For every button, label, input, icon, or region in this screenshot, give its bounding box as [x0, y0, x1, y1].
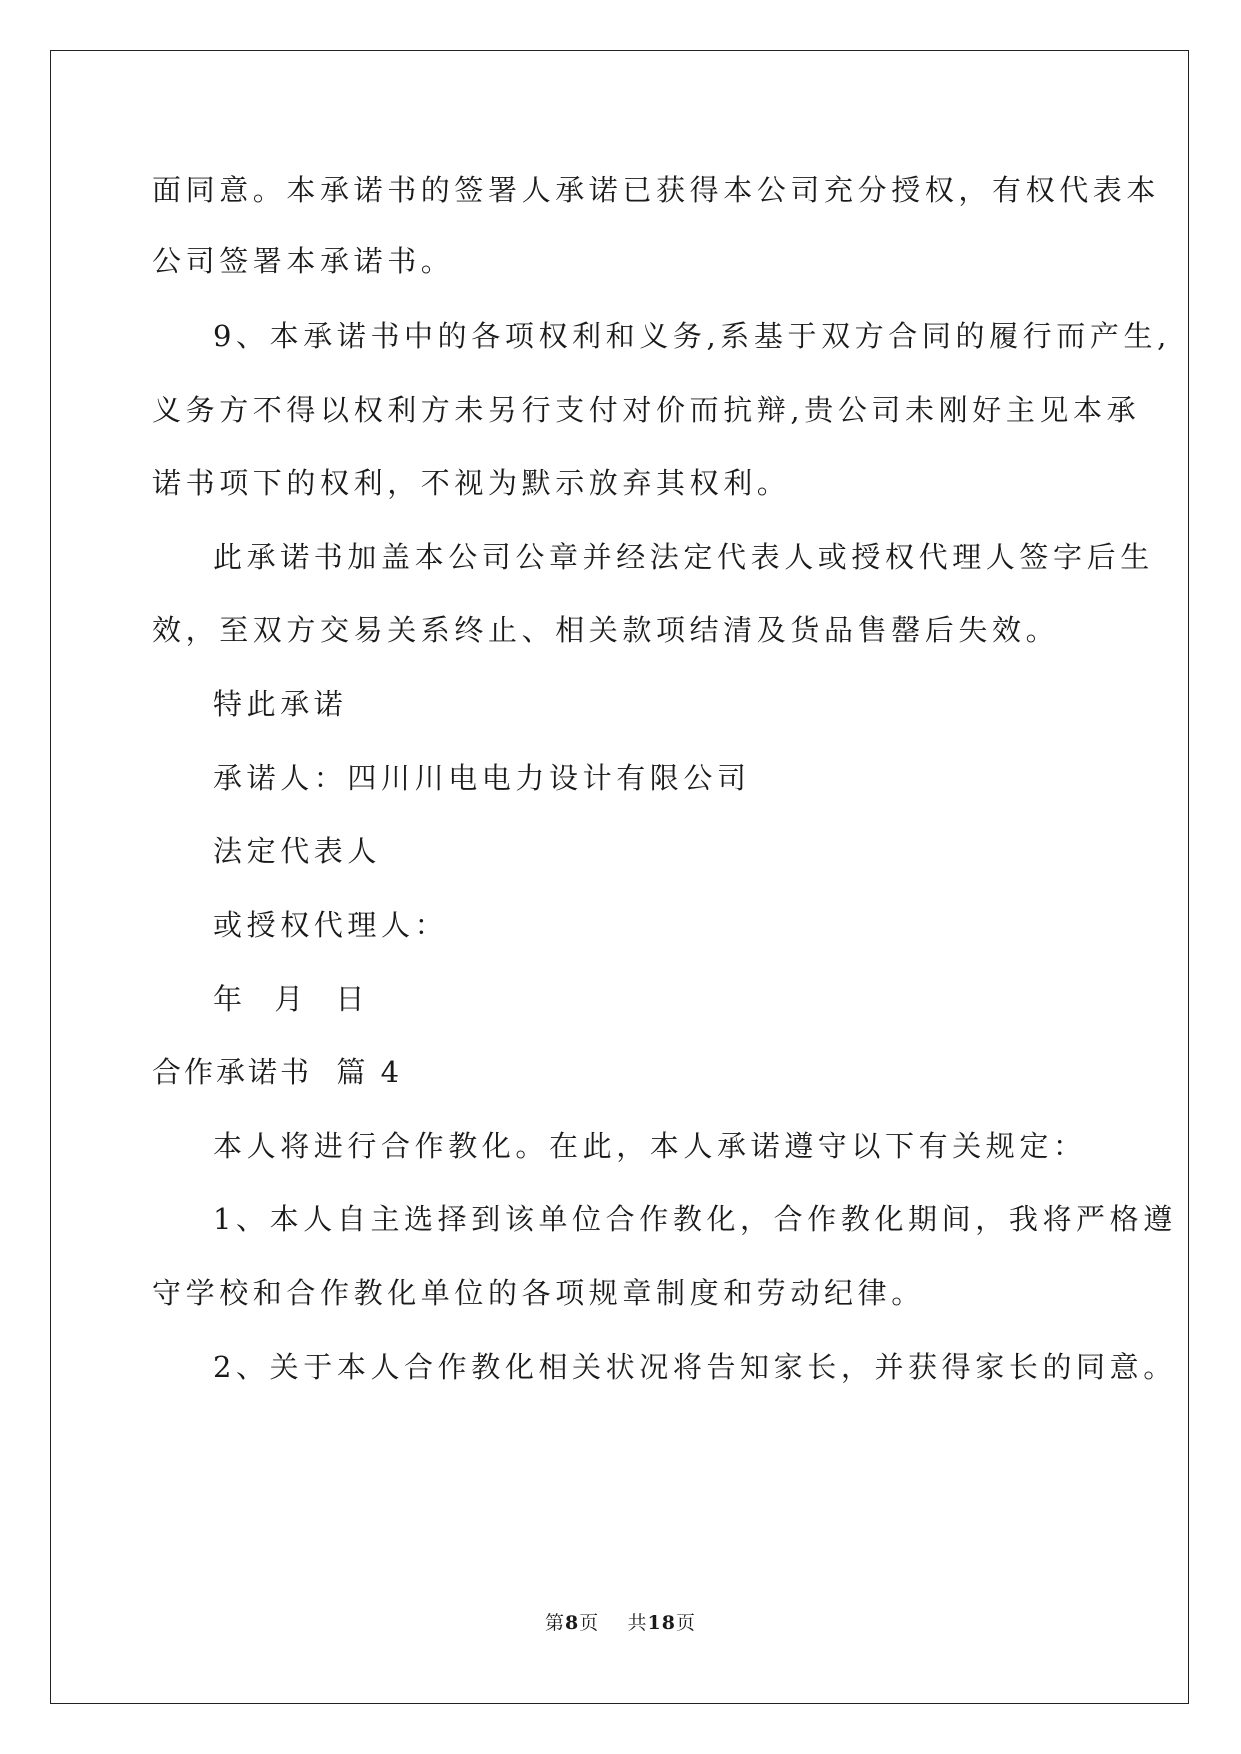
text-line: 法定代表人: [213, 834, 382, 868]
page-border: [50, 50, 1189, 1704]
signatory-line: 承诺人：四川川电电力设计有限公司: [213, 761, 751, 795]
total-label-suffix: 页: [675, 1612, 696, 1634]
text-line: 或授权代理人：: [213, 908, 449, 942]
page-footer: [0, 1608, 1241, 1635]
section-heading: 合作承诺书 篇 4: [152, 1055, 403, 1089]
text-line: 义务方不得以权利方未另行支付对价而抗辩,贵公司未刚好主见本承: [152, 393, 1141, 427]
text-line: 本人将进行合作教化。在此，本人承诺遵守以下有关规定：: [213, 1129, 1087, 1163]
page-label-prefix: 第: [545, 1612, 566, 1634]
date-line: 年 月 日: [213, 982, 370, 1016]
total-label-prefix: 共: [627, 1612, 648, 1634]
text-line: 此承诺书加盖本公司公章并经法定代表人或授权代理人签字后生: [213, 540, 1154, 574]
text-line: 2、关于本人合作教化相关状况将告知家长，并获得家长的同意。: [213, 1350, 1177, 1384]
text-line: 诺书项下的权利，不视为默示放弃其权利。: [152, 466, 791, 500]
page-number: 8: [565, 1612, 580, 1634]
total-pages: 18: [647, 1612, 676, 1634]
text-line: 面同意。本承诺书的签署人承诺已获得本公司充分授权，有权代表本: [152, 173, 1161, 207]
text-line: 9、本承诺书中的各项权利和义务,系基于双方合同的履行而产生,: [213, 319, 1171, 353]
text-line: 1、本人自主选择到该单位合作教化，合作教化期间，我将严格遵: [213, 1202, 1177, 1236]
text-line: 守学校和合作教化单位的各项规章制度和劳动纪律。: [152, 1276, 925, 1310]
text-line: 效，至双方交易关系终止、相关款项结清及货品售罄后失效。: [152, 613, 1060, 647]
page-label-suffix: 页: [579, 1612, 600, 1634]
text-line: 特此承诺: [213, 687, 348, 721]
text-line: 公司签署本承诺书。: [152, 244, 455, 278]
